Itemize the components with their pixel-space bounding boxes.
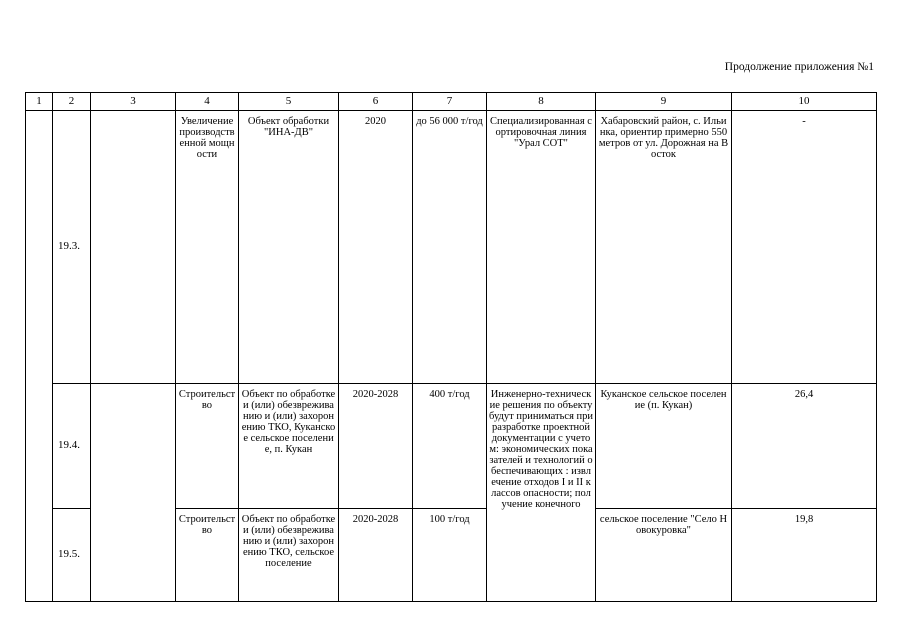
table-row bbox=[26, 111, 877, 384]
header-cell-10: 10 bbox=[732, 93, 877, 111]
measure-type: Увеличение производственной мощности bbox=[179, 116, 235, 161]
cost: 19,8 bbox=[794, 514, 814, 525]
location: сельское поселение "Село Новокуровка" bbox=[599, 514, 728, 537]
header-row bbox=[26, 93, 877, 111]
cost: - bbox=[802, 116, 806, 127]
measure-type: Строительство bbox=[178, 514, 236, 537]
row-number: 19.5. bbox=[53, 509, 91, 602]
capacity: до 56 000 т/год bbox=[416, 116, 483, 127]
header-cell-2: 2 bbox=[53, 93, 91, 111]
header-cell-7: 7 bbox=[413, 93, 487, 111]
object-name: Объект по обработке и (или) обезвреживанию и (или) захоронению ТКО, Куканское сельское поселение, п. Кукан bbox=[241, 389, 336, 456]
empty-cell-col3 bbox=[91, 111, 176, 384]
row-number: 19.3. bbox=[53, 111, 91, 384]
header-cell-9: 9 bbox=[596, 93, 732, 111]
period: 2020-2028 bbox=[352, 514, 399, 525]
empty-cell-col1 bbox=[26, 111, 53, 602]
capacity: 400 т/год bbox=[429, 389, 470, 400]
empty-cell-col3 bbox=[91, 384, 176, 602]
table-row bbox=[26, 384, 877, 509]
appendix-caption: Продолжение приложения №1 bbox=[724, 61, 874, 73]
technology: Инженерно-технические решения по объекту будут приниматься при разработке проектной документации с учетом: экономических показателей и технологий обеспечивающих : извлечение отходов I и II классов опасности; получение конечного bbox=[489, 389, 594, 511]
period: 2020-2028 bbox=[352, 389, 399, 400]
header-cell-8: 8 bbox=[487, 93, 596, 111]
row-number: 19.4. bbox=[53, 384, 91, 509]
object-name: Объект по обработке и (или) обезвреживанию и (или) захоронению ТКО, сельское поселение bbox=[241, 514, 336, 570]
header-cell-1: 1 bbox=[26, 93, 53, 111]
cost: 26,4 bbox=[794, 389, 814, 400]
period: 2020 bbox=[365, 116, 386, 127]
header-cell-6: 6 bbox=[339, 93, 413, 111]
header-cell-5: 5 bbox=[239, 93, 339, 111]
appendix-table bbox=[25, 92, 877, 602]
measure-type: Строительство bbox=[178, 389, 236, 412]
header-cell-4: 4 bbox=[176, 93, 239, 111]
header-cell-3: 3 bbox=[91, 93, 176, 111]
object-name: Объект обработки "ИНА-ДВ" bbox=[247, 116, 330, 139]
location: Куканское сельское поселение (п. Кукан) bbox=[600, 389, 727, 412]
location: Хабаровский район, с. Ильинка, ориентир примерно 550 метров от ул. Дорожная на Восток bbox=[598, 116, 729, 161]
technology: Специализированная сортировочная линия "Урал СОТ" bbox=[490, 116, 592, 150]
capacity: 100 т/год bbox=[429, 514, 470, 525]
